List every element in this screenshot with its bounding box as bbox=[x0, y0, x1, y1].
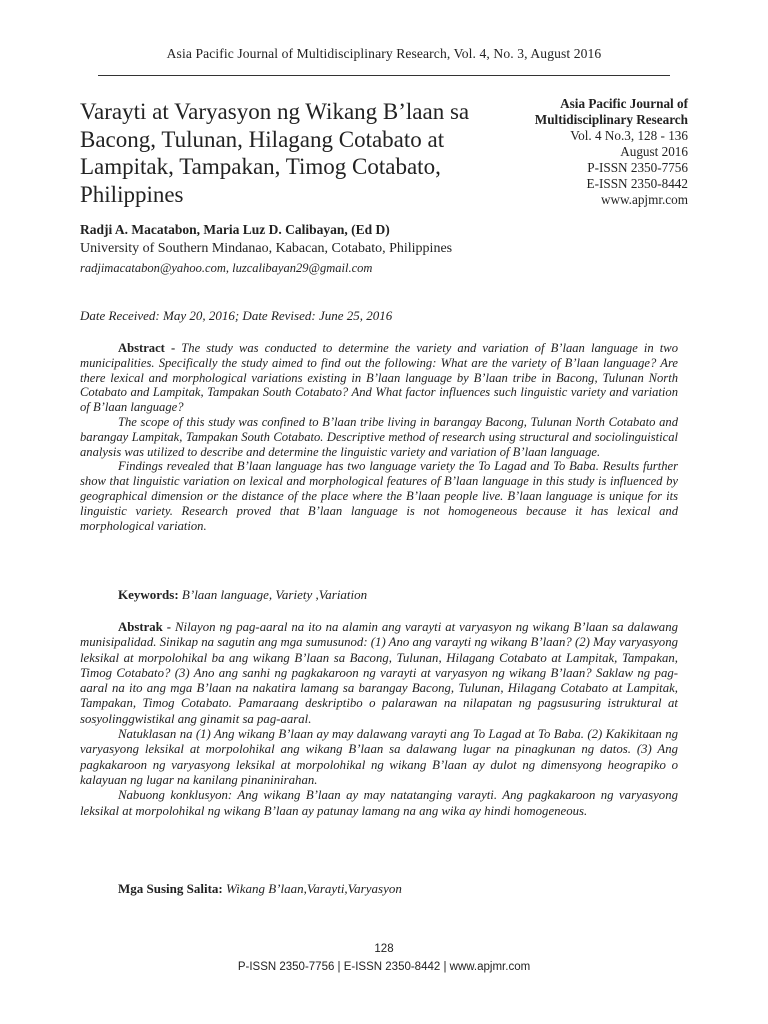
abstract-label: Abstract - bbox=[118, 341, 176, 355]
abstrak-paragraph: Nabuong konklusyon: Ang wikang B’laan ay may natatanging varayti. Ang pagkakaroon ng varyasyong leksikal at morpolohikal ng wikang B’laan ay patunay lamang na ang wika ay hindi homogeneous. bbox=[80, 788, 678, 818]
header-rule bbox=[98, 75, 670, 76]
abstrak-section bbox=[80, 620, 678, 819]
affiliation: University of Southern Mindanao, Kabacan, Cotabato, Philippines bbox=[80, 241, 453, 256]
journal-pissn: P-ISSN 2350-7756 bbox=[587, 160, 688, 175]
footer-issn-line: P-ISSN 2350-7756 | E-ISSN 2350-8442 | www.apjmr.com bbox=[237, 961, 531, 973]
keywords bbox=[80, 587, 678, 603]
paper-title: Varayti at Varyasyon ng Wikang B’laan sa Bacong, Tulunan, Hilagang Cotabato at Lampitak, Tampakan, Timog Cotabato, Philippines bbox=[80, 99, 470, 207]
journal-info bbox=[478, 96, 688, 208]
abstract-paragraph: The scope of this study was confined to B’laan tribe living in barangay Bacong, Tulunan North Cotabato and barangay Lampitak, Tampakan South Cotabato. Descriptive method of research using structural and sociolinguistical analysis was utilized to describe and determine the linguistic variety and variation of B’laan language. bbox=[80, 414, 678, 459]
page-number: 128 bbox=[374, 943, 394, 955]
susing-salita-value: Wikang B’laan,Varayti,Varyasyon bbox=[226, 881, 402, 896]
journal-volume: Vol. 4 No.3, 128 - 136 bbox=[570, 128, 688, 143]
journal-name: Asia Pacific Journal of Multidisciplinary Research bbox=[534, 96, 688, 127]
journal-eissn: E-ISSN 2350-8442 bbox=[586, 176, 688, 191]
mga-susing-salita bbox=[80, 881, 678, 897]
susing-salita-label: Mga Susing Salita: bbox=[118, 881, 223, 896]
abstract-text: The study was conducted to determine the variety and variation of B’laan language in two municipalities. Specifically the study aimed to find out the following: What are the variety of B’laan language? Are there lexical and morphological variations existing in B’laan language by B’laan tribe in Bacong, Tulunan North Cotabato and Lampitak, Tampakan South Cotabato? And What factor influences such linguistic variety and variation of B’laan language? bbox=[80, 341, 679, 415]
journal-date: August 2016 bbox=[620, 144, 688, 159]
running-head: Asia Pacific Journal of Multidisciplinary Research, Vol. 4, No. 3, August 2016 bbox=[166, 46, 602, 61]
abstrak-label: Abstrak - bbox=[118, 620, 172, 634]
keywords-value: B’laan language, Variety ,Variation bbox=[181, 587, 368, 602]
journal-website: www.apjmr.com bbox=[600, 192, 688, 207]
abstrak-paragraph: Natuklasan na (1) Ang wikang B’laan ay may dalawang varayti ang To Lagad at To Baba. (2) Kakikitaan ng varyasyong leksikal at morpolohikal ang wikang B’laan sa dalawang lugar na pinagkunan ng datos. (3) Ang pagkakaroon ng varyasyong leksikal at morpolohikal ng wikang B’laan ay dulot ng dimensyong heograpiko o kalayuan ng lugar na kanilang pinaninirahan. bbox=[80, 727, 678, 787]
author-emails: radjimacatabon@yahoo.com, luzcalibayan29@gmail.com bbox=[80, 261, 373, 275]
abstrak-paragraph bbox=[80, 620, 678, 727]
authors: Radji A. Macatabon, Maria Luz D. Calibayan, (Ed D) bbox=[80, 222, 390, 237]
abstrak-text: Nilayon ng pag-aaral na ito na alamin ang varayti at varyasyon ng wikang B’laan sa dalawang munisipalidad. Sinikap na sagutin ang mga sumusunod: (1) Ano ang varayti ng wikang B’laan? (2) May varyasyong leksikal at morpolohikal ba ang wikang B’laan sa Bacong, Tulunan, Hilagang Cotabato at Lampitak, Tampakan, Timog Cotabato? (3) Ano ang sanhi ng pagkakaroon ng varayti at varyasyon ng wikang B’laan? Saklaw ng pag-aaral na ito ang mga B’laan na nakatira lamang sa barangay Bacong, Tulunan, Hilagang Cotabato at Lampitak, Tampakan, Timog Cotabato. Pamaraang deskriptibo o palarawan na nilapatan ng pagsusuring istruktural at sosyolinggwistikal ang ginamit sa pag-aaral. bbox=[80, 620, 679, 726]
keywords-label: Keywords: bbox=[118, 587, 179, 602]
abstract-section bbox=[80, 341, 678, 533]
abstract-paragraph bbox=[80, 341, 678, 415]
received-revised-dates: Date Received: May 20, 2016; Date Revised: June 25, 2016 bbox=[80, 308, 393, 323]
abstract-paragraph: Findings revealed that B’laan language has two language variety the To Lagad and To Baba. Results further show that linguistic variation on lexical and morphological features of B’laan language in this study is influenced by geographical dimension or the distance of the place where the B’laan people live. B’laan language is unique for its linguistic variety. Research proved that B’laan language is not homogeneous because it has lexical and morphological variation. bbox=[80, 459, 678, 533]
